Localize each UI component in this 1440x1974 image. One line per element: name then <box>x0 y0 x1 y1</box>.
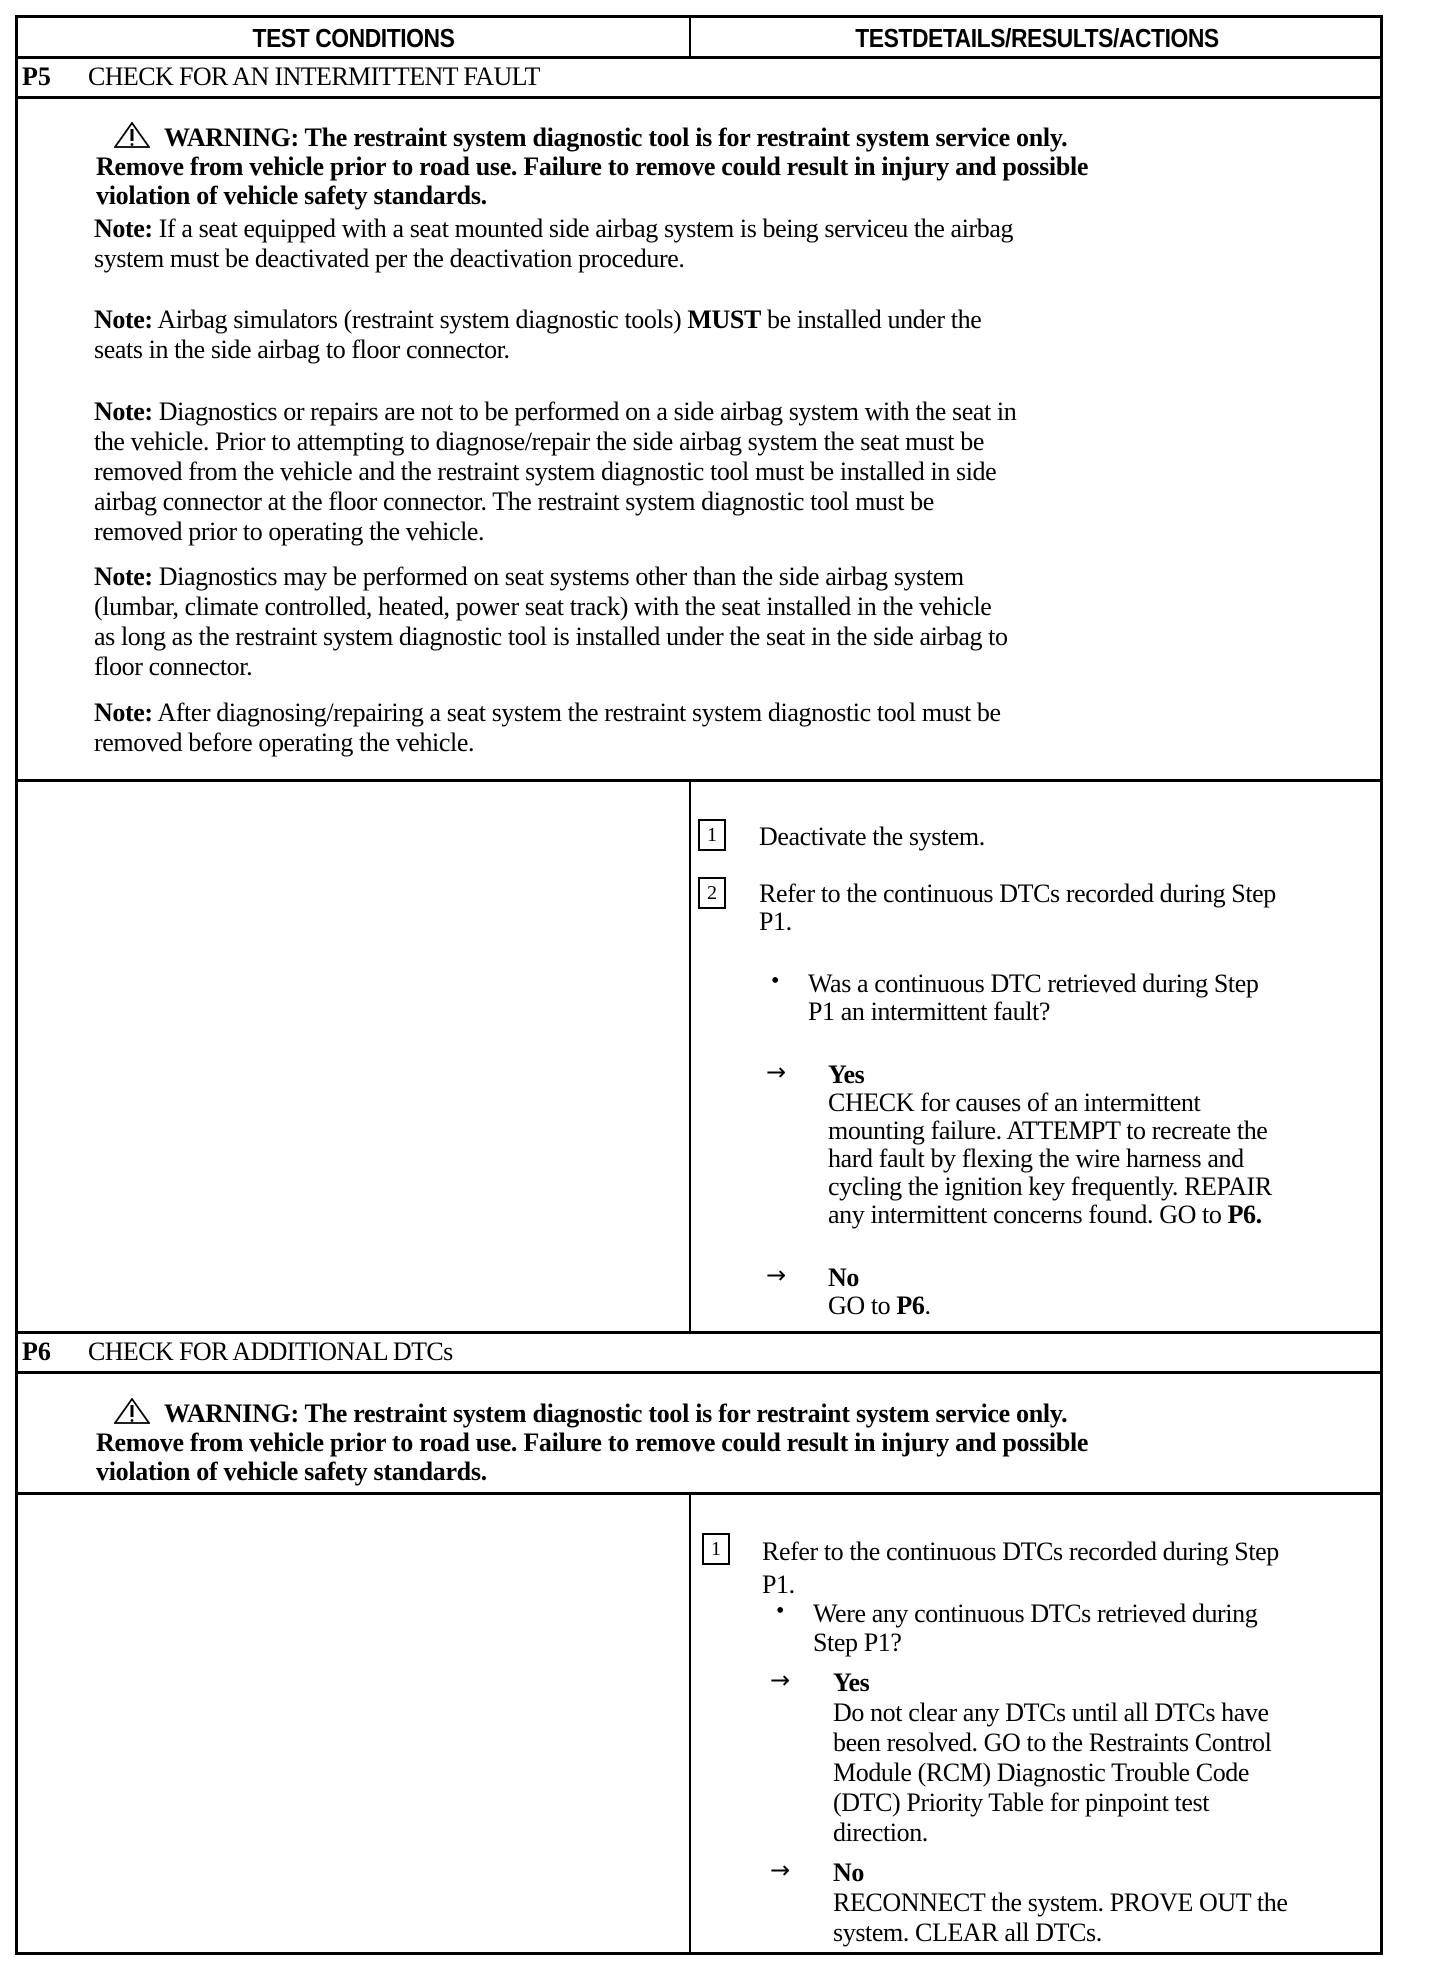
answer-label: Yes <box>828 1060 865 1089</box>
warning-line: violation of vehicle safety standards. <box>96 1457 487 1486</box>
action-text: Deactivate the system. <box>759 822 985 851</box>
warning-triangle-icon <box>114 122 150 154</box>
step-number: P5 <box>22 62 51 91</box>
answer-label: No <box>828 1263 859 1292</box>
arrow-right-icon: → <box>766 1058 787 1086</box>
answer-label: No <box>833 1858 864 1887</box>
divider <box>18 96 1380 99</box>
divider <box>18 1371 1380 1374</box>
goto-link[interactable]: P6 <box>896 1291 925 1320</box>
note-label: Note: <box>94 305 153 334</box>
action-text: P1. <box>762 1570 795 1599</box>
column-divider <box>689 18 691 58</box>
step-header-p6 <box>18 1333 1380 1371</box>
bullet-icon: • <box>776 1598 785 1624</box>
note-label: Note: <box>94 698 153 727</box>
warning-line: violation of vehicle safety standards. <box>96 181 487 210</box>
goto-link[interactable]: P6 <box>1227 1200 1256 1229</box>
step-header-p5 <box>18 58 1380 96</box>
action-text: P1. <box>759 907 792 936</box>
warning-line: Remove from vehicle prior to road use. Failure to remove could result in injury and possible <box>96 1428 1089 1457</box>
step-number: P6 <box>22 1337 51 1366</box>
step-number-box: 2 <box>698 877 726 909</box>
column-header-test-details: TESTDETAILS/RESULTS/ACTIONS <box>855 22 1219 53</box>
arrow-right-icon: → <box>770 1666 791 1694</box>
divider <box>18 779 1380 782</box>
note-label: Note: <box>94 214 153 243</box>
pinpoint-test-table: TEST CONDITIONS TESTDETAILS/RESULTS/ACTIONS P5 CHECK FOR AN INTERMITTENT FAULT WARNING: The restraint system diagnostic tool is for restraint system service only. Remove from vehicle prior to road use. Failure to remove could result in injury and possible violation of vehicle safety standards. Note: If a seat equipped with a seat mounted side airbag system is being serviceu the airbag system must be deactivated per the deactivation procedure. Note: Airbag simulators (restraint system diagnostic tools) MUST be installed under the seats in the side airbag to floor connector. Note: Diagnostics or repairs are not to be performed on a side airbag system with the seat in the vehicle. Prior to attempting to diagnose/repair the side airbag system the seat must be removed from the vehicle and the restraint system diagnostic tool must be installed in side airbag connector at the floor connector. The restraint system diagnostic tool must be removed prior to operating the vehicle. Note: Diagnostics may be performed on seat systems other than the side airbag system (lumbar, climate controlled, heated, power seat track) with the seat installed in the vehicle as long as the restraint system diagnostic tool is installed under the seat in the side airbag to floor connector. Note: After diagnosing/repairing a seat system the restraint system diagnostic tool must be removed before operating the vehicle. 1 Deactivate the system. 2 Refer to the continuous DTCs recorded during Step P1. • Was a continuous DTC retrieved during Step P1 an intermittent fault? → Yes CHECK for causes of an intermittent mounting failure. ATTEMPT to recreate the hard fault by flexing the wire harness and cycling the ignition key frequently. REPAIR any intermittent concerns found. GO to P6. → No GO to P6. P6 CHECK FOR ADDITIONAL DTCs WARNING: The restraint system diagnostic tool is for restraint system service only. Remove from vehicle prior to road use. Failure to remove could result in injury and possible violation of vehicle safety standards. 1 Refer to the continuous DTCs recorded during Step P1. • Were any continuous DTCs retrieved during Step P1? → Yes Do not clear any DTCs until all DTCs have been resolved. GO to the Restraints Control Module (RCM) Diagnostic Trouble Code (DTC) Priority Table for pinpoint test direction. → No RECONNECT the system. PROVE OUT the system. CLEAR all DTCs. <box>15 15 1383 1955</box>
column-divider <box>689 781 691 1334</box>
warning-line: WARNING: The restraint system diagnostic tool is for restraint system service only. <box>114 122 1067 154</box>
warning-line: WARNING: The restraint system diagnostic tool is for restraint system service only. <box>114 1398 1067 1430</box>
note-label: Note: <box>94 397 153 426</box>
step-number-box: 1 <box>698 819 726 851</box>
divider <box>18 1492 1380 1495</box>
step-number-box: 1 <box>702 1533 730 1565</box>
action-text: Refer to the continuous DTCs recorded during Step <box>762 1537 1279 1566</box>
emphasis: MUST <box>687 305 761 334</box>
column-divider <box>689 1494 691 1954</box>
answer-label: Yes <box>833 1668 870 1697</box>
column-header-test-conditions: TEST CONDITIONS <box>252 22 455 53</box>
arrow-right-icon: → <box>766 1261 787 1289</box>
bullet-icon: • <box>771 968 780 994</box>
step-title: CHECK FOR ADDITIONAL DTCs <box>88 1337 453 1366</box>
warning-line: Remove from vehicle prior to road use. Failure to remove could result in injury and possible <box>96 152 1089 181</box>
step-title: CHECK FOR AN INTERMITTENT FAULT <box>88 62 540 91</box>
note-label: Note: <box>94 562 153 591</box>
arrow-right-icon: → <box>770 1856 791 1884</box>
warning-triangle-icon <box>114 1398 150 1430</box>
action-text: Refer to the continuous DTCs recorded during Step <box>759 879 1276 908</box>
